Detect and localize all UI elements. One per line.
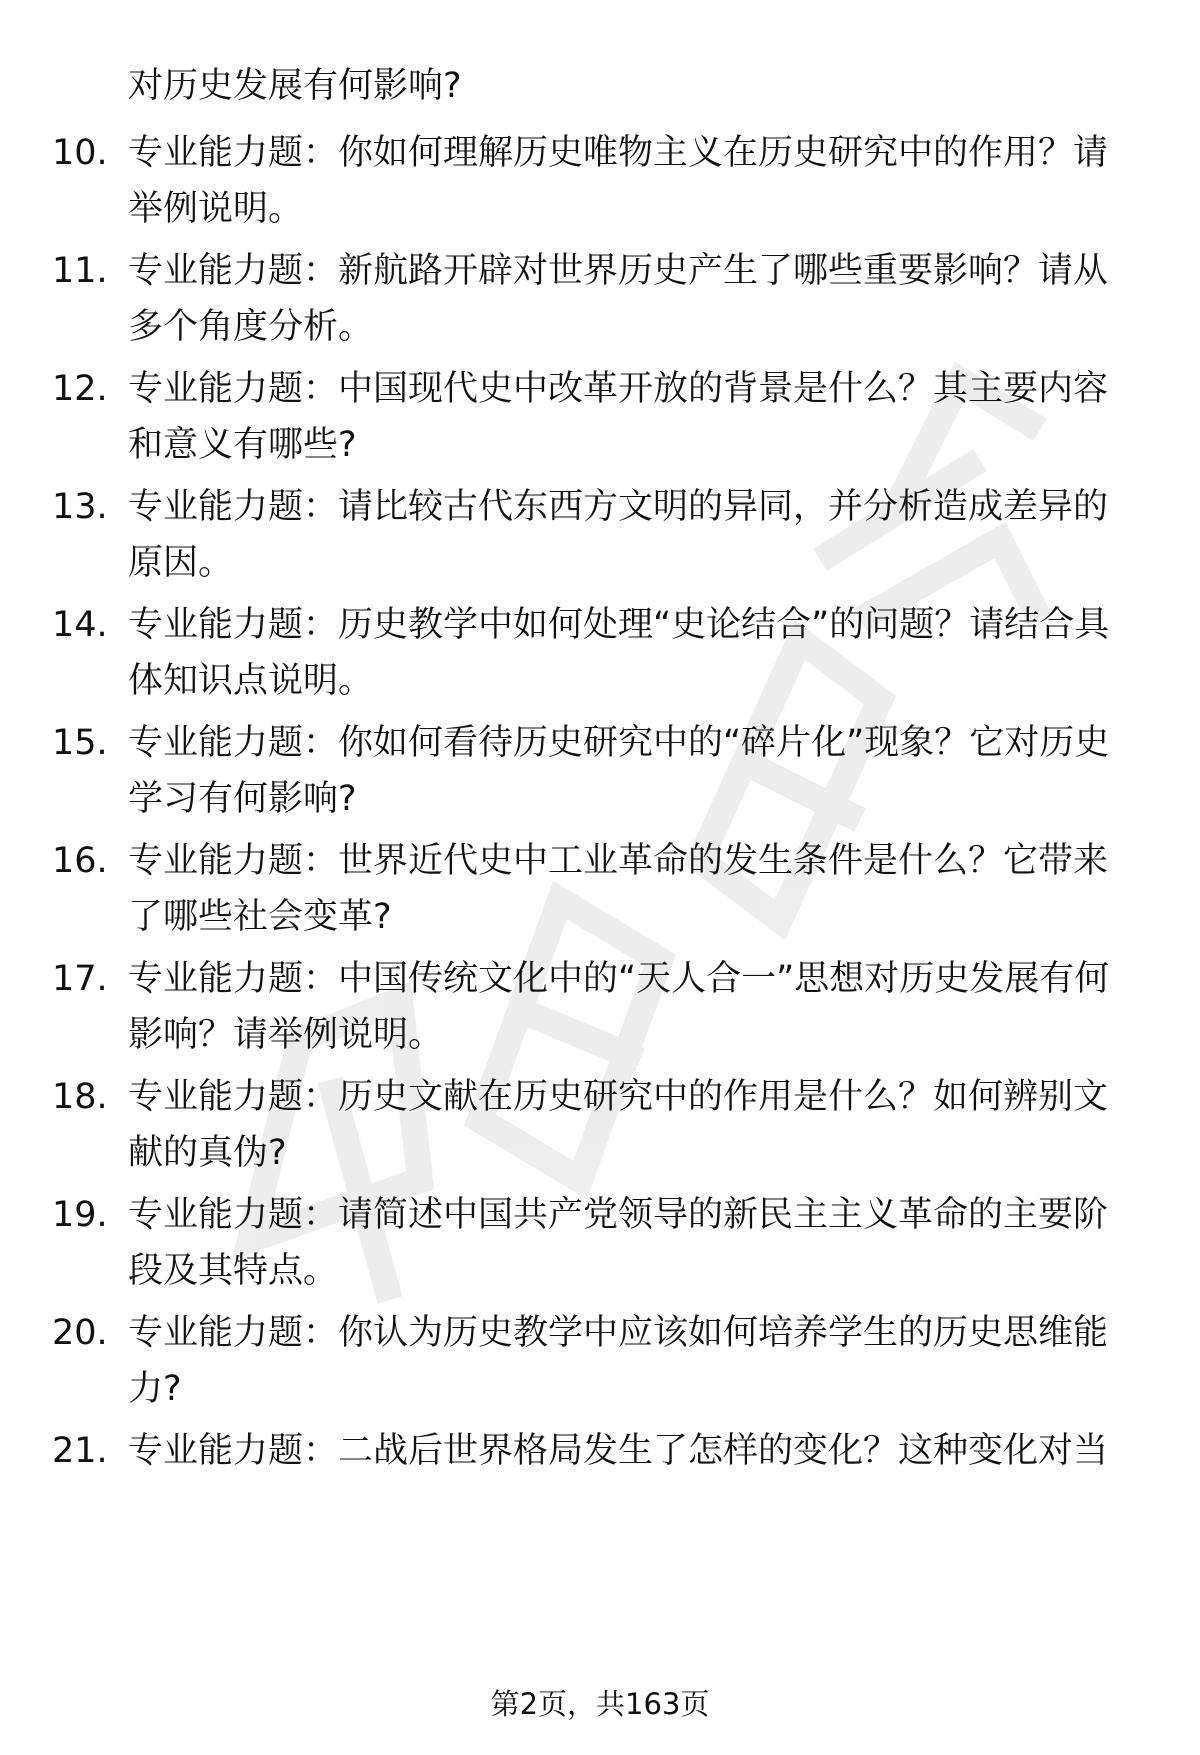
- question-item: [0, 1069, 1200, 1181]
- question-text: 专业能力题：你如何理解历史唯物主义在历史研究中的作用？请举例说明。: [128, 133, 1109, 229]
- question-item: [0, 243, 1200, 355]
- question-number: 15.: [52, 723, 108, 763]
- question-number: 17.: [52, 959, 108, 999]
- question-item: [0, 833, 1200, 945]
- question-number: 20.: [52, 1313, 108, 1353]
- question-number: 13.: [52, 487, 108, 527]
- question-item: [0, 479, 1200, 591]
- question-text: 专业能力题：历史教学中如何处理“史论结合”的问题？请结合具体知识点说明。: [128, 605, 1110, 701]
- question-item: [0, 125, 1200, 237]
- question-text: 专业能力题：请简述中国共产党领导的新民主主义革命的主要阶段及其特点。: [128, 1195, 1109, 1291]
- question-item: [0, 361, 1200, 473]
- question-number: 19.: [52, 1195, 108, 1235]
- question-item: [0, 1423, 1200, 1479]
- question-text: 专业能力题：中国传统文化中的“天人合一”思想对历史发展有何影响？请举例说明。: [128, 959, 1110, 1055]
- question-item: [0, 597, 1200, 709]
- question-text: 专业能力题：世界近代史中工业革命的发生条件是什么？它带来了哪些社会变革?: [128, 841, 1109, 937]
- question-text: 专业能力题：你认为历史教学中应该如何培养学生的历史思维能力?: [128, 1313, 1109, 1409]
- question-number: 10.: [52, 133, 108, 173]
- question-number: 12.: [52, 369, 108, 409]
- question-number: 14.: [52, 605, 108, 645]
- question-number: 11.: [52, 251, 108, 291]
- question-item: [0, 715, 1200, 827]
- question-item: [0, 951, 1200, 1063]
- question-text: 专业能力题：历史文献在历史研究中的作用是什么？如何辨别文献的真伪?: [128, 1077, 1109, 1173]
- page-footer: 第2页，共163页: [490, 1687, 710, 1721]
- question-item: [0, 1187, 1200, 1299]
- question-text: 专业能力题：请比较古代东西方文明的异同，并分析造成差异的原因。: [128, 487, 1109, 583]
- question-text: 专业能力题：中国现代史中改革开放的背景是什么？其主要内容和意义有哪些?: [128, 369, 1109, 465]
- question-number: 18.: [52, 1077, 108, 1117]
- question-text: 专业能力题：新航路开辟对世界历史产生了哪些重要影响？请从多个角度分析。: [128, 251, 1109, 347]
- question-number: 21.: [52, 1431, 108, 1471]
- question-text: 专业能力题：你如何看待历史研究中的“碎片化”现象？它对历史学习有何影响?: [128, 723, 1110, 819]
- question-item: [0, 1305, 1200, 1417]
- continued-question-text: 对历史发展有何影响?: [128, 66, 462, 106]
- question-number: 16.: [52, 841, 108, 881]
- question-text: 专业能力题：二战后世界格局发生了怎样的变化？这种变化对当: [128, 1431, 1109, 1471]
